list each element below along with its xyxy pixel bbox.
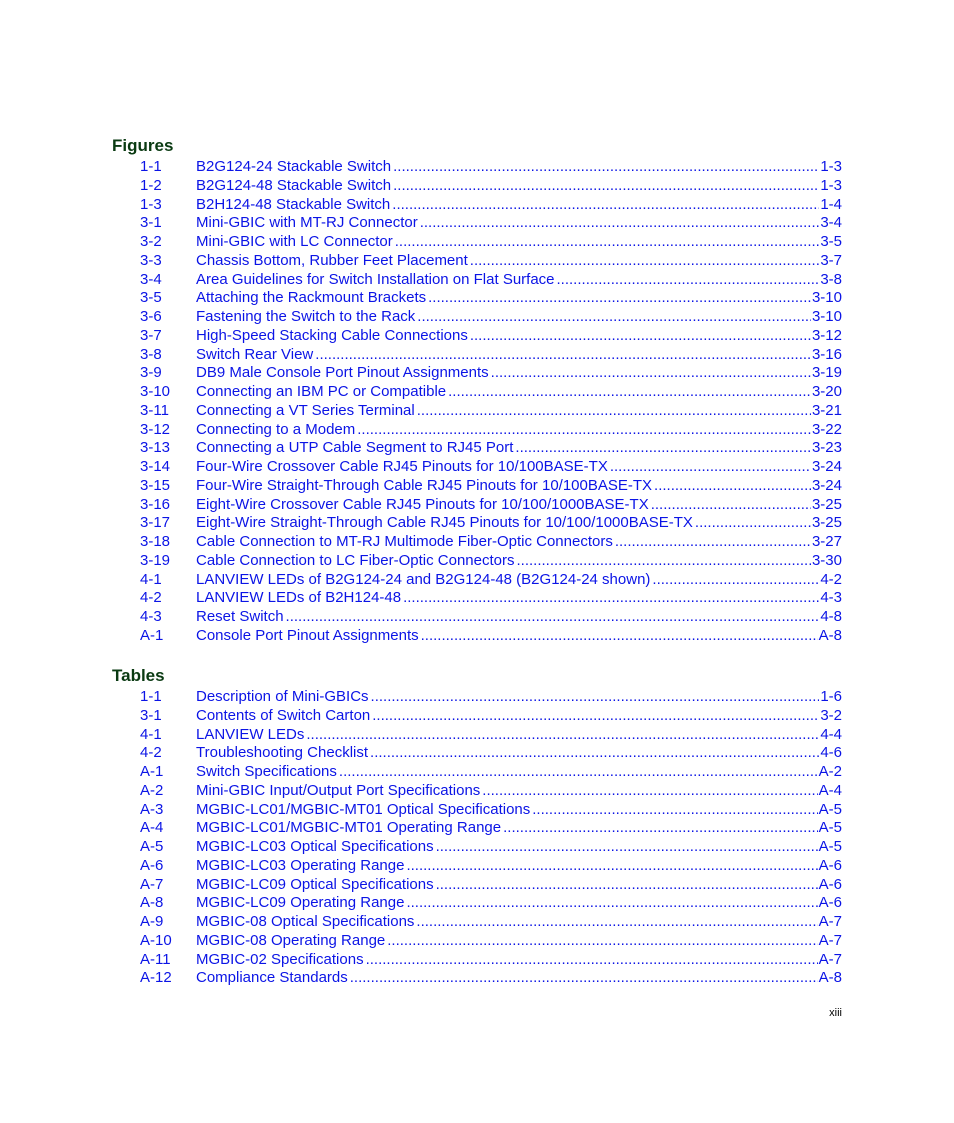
figure-entry[interactable] <box>0 326 954 345</box>
dot-leader <box>372 706 819 725</box>
entry-title: Mini-GBIC with LC Connector <box>196 233 393 250</box>
entry-title: Switch Rear View <box>196 345 314 363</box>
entry-number: A-5 <box>140 838 164 855</box>
entry-leader-line <box>196 326 842 345</box>
entry-leader-line <box>196 495 842 514</box>
entry-page: 1-4 <box>820 195 842 213</box>
entry-page: 4-3 <box>820 589 842 607</box>
entry-page: A-5 <box>818 800 842 818</box>
entry-page: 3-27 <box>811 533 842 550</box>
entry-leader-line <box>196 837 842 856</box>
entry-page: 3-22 <box>811 420 842 438</box>
entry-leader-line <box>196 438 842 457</box>
dot-leader <box>615 532 811 551</box>
table-entry[interactable] <box>0 950 954 969</box>
figure-entry[interactable] <box>0 476 954 495</box>
figure-entry[interactable] <box>0 532 954 551</box>
table-entry[interactable] <box>0 912 954 931</box>
dot-leader <box>339 762 818 781</box>
entry-number: 1-1 <box>140 688 162 705</box>
dot-leader <box>421 626 818 645</box>
entry-number: A-4 <box>140 819 164 837</box>
entry-page: 1-3 <box>820 158 842 175</box>
entry-number: 4-1 <box>140 725 162 743</box>
entry-number: 1-1 <box>140 158 162 175</box>
entry-title: Mini-GBIC with MT-RJ Connector <box>196 214 418 232</box>
figure-entry[interactable] <box>0 626 954 645</box>
dot-leader <box>417 307 811 326</box>
figure-entry[interactable] <box>0 438 954 457</box>
entry-leader-line <box>196 968 842 987</box>
figure-entry[interactable] <box>0 570 954 589</box>
entry-page: A-2 <box>818 763 842 780</box>
entry-title: Description of Mini-GBICs <box>196 688 369 705</box>
entry-page: 3-25 <box>811 514 842 532</box>
entry-page: A-7 <box>818 950 842 968</box>
entry-page: 1-3 <box>820 176 842 194</box>
entry-number: 4-3 <box>140 608 162 625</box>
entry-leader-line <box>196 856 842 875</box>
dot-leader <box>420 213 820 232</box>
figure-entry[interactable] <box>0 382 954 401</box>
dot-leader <box>503 818 818 837</box>
dot-leader <box>392 195 819 214</box>
entry-leader-line <box>196 382 842 401</box>
dot-leader <box>403 588 819 607</box>
figure-entry[interactable] <box>0 363 954 382</box>
figure-entry[interactable] <box>0 251 954 270</box>
entry-page: 3-4 <box>820 214 842 232</box>
entry-leader-line <box>196 251 842 270</box>
entry-title: Connecting an IBM PC or Compatible <box>196 383 447 400</box>
entry-number: A-1 <box>140 626 164 644</box>
entry-page: A-7 <box>818 931 842 949</box>
entry-page: A-6 <box>818 856 842 874</box>
page-number: xiii <box>829 1007 842 1019</box>
entry-title: LANVIEW LEDs of B2G124-24 and B2G124-48 (B2G124-24 shown) <box>196 570 651 588</box>
entry-page: 3-16 <box>811 345 842 363</box>
table-entry[interactable] <box>0 968 954 987</box>
entry-title: B2G124-48 Stackable Switch <box>196 176 392 194</box>
entry-leader-line <box>196 363 842 382</box>
figure-entry[interactable] <box>0 157 954 176</box>
entry-page: A-6 <box>818 894 842 912</box>
dot-leader <box>371 687 820 706</box>
dot-leader <box>406 893 817 912</box>
entry-page: 4-8 <box>820 608 842 625</box>
table-entry[interactable] <box>0 706 954 725</box>
figure-entry[interactable] <box>0 607 954 626</box>
dot-leader <box>315 345 811 364</box>
entry-page: 3-23 <box>811 439 842 457</box>
dot-leader <box>366 950 818 969</box>
entry-page: A-4 <box>818 781 842 799</box>
entry-page: 3-7 <box>820 251 842 269</box>
entry-number: 3-4 <box>140 270 162 288</box>
table-entry[interactable] <box>0 818 954 837</box>
figures-heading: Figures <box>112 136 174 155</box>
entry-page: 3-19 <box>811 364 842 382</box>
dot-leader <box>286 607 820 626</box>
entry-title: B2G124-24 Stackable Switch <box>196 158 392 175</box>
entry-leader-line <box>196 818 842 837</box>
dot-leader <box>428 288 811 307</box>
entry-number: 3-15 <box>140 476 171 494</box>
entry-title: Contents of Switch Carton <box>196 706 371 724</box>
entry-page: 3-10 <box>811 308 842 325</box>
table-entry[interactable] <box>0 687 954 706</box>
entry-leader-line <box>196 551 842 570</box>
entry-title: Connecting a UTP Cable Segment to RJ45 Port <box>196 439 514 457</box>
entry-page: A-5 <box>818 819 842 837</box>
entry-number: 1-2 <box>140 176 162 194</box>
entry-title: MGBIC-08 Operating Range <box>196 931 386 949</box>
entry-title: MGBIC-LC03 Operating Range <box>196 856 405 874</box>
entry-number: 3-17 <box>140 514 171 532</box>
entry-page: 1-6 <box>820 688 842 705</box>
figure-entry[interactable] <box>0 420 954 439</box>
entry-leader-line <box>196 762 842 781</box>
entry-title: Switch Specifications <box>196 763 337 780</box>
entry-page: 3-8 <box>820 270 842 288</box>
entry-number: A-10 <box>140 931 172 949</box>
dot-leader <box>436 837 818 856</box>
entry-title: Fastening the Switch to the Rack <box>196 308 416 325</box>
entry-number: A-3 <box>140 800 164 818</box>
figure-entry[interactable] <box>0 551 954 570</box>
entry-leader-line <box>196 607 842 626</box>
dot-leader <box>416 912 817 931</box>
dot-leader <box>610 457 811 476</box>
entry-title: Reset Switch <box>196 608 284 625</box>
entry-leader-line <box>196 307 842 326</box>
entry-title: LANVIEW LEDs of B2H124-48 <box>196 589 402 607</box>
entry-leader-line <box>196 157 842 176</box>
entry-leader-line <box>196 457 842 476</box>
entry-page: 3-2 <box>820 706 842 724</box>
entry-leader-line <box>196 875 842 894</box>
entry-number: A-8 <box>140 894 164 912</box>
dot-leader <box>557 270 820 289</box>
entry-number: 3-9 <box>140 364 162 382</box>
dot-leader <box>306 725 819 744</box>
entry-leader-line <box>196 781 842 800</box>
entry-leader-line <box>196 570 842 589</box>
entry-leader-line <box>196 232 842 251</box>
entry-page: 3-20 <box>811 383 842 400</box>
entry-title: Compliance Standards <box>196 969 348 987</box>
entry-page: A-5 <box>818 838 842 855</box>
entry-number: A-12 <box>140 969 172 987</box>
figure-entry[interactable] <box>0 457 954 476</box>
entry-number: 3-6 <box>140 308 162 325</box>
dot-leader <box>482 781 817 800</box>
entry-leader-line <box>196 288 842 307</box>
entry-number: 3-13 <box>140 439 171 457</box>
entry-leader-line <box>196 176 842 195</box>
entry-leader-line <box>196 476 842 495</box>
dot-leader <box>417 401 811 420</box>
entry-number: 4-2 <box>140 744 162 762</box>
entry-page: 4-2 <box>820 570 842 588</box>
dot-leader <box>470 326 811 345</box>
entry-number: A-1 <box>140 763 164 780</box>
entry-number: 3-3 <box>140 251 162 269</box>
entry-title: MGBIC-LC03 Optical Specifications <box>196 838 434 855</box>
entry-number: 3-14 <box>140 458 171 475</box>
entry-title: MGBIC-LC09 Optical Specifications <box>196 875 434 893</box>
entry-leader-line <box>196 401 842 420</box>
entry-title: Mini-GBIC Input/Output Port Specifications <box>196 781 481 799</box>
entry-number: A-9 <box>140 913 164 930</box>
entry-page: 3-25 <box>811 495 842 513</box>
entry-leader-line <box>196 345 842 364</box>
entry-title: MGBIC-02 Specifications <box>196 950 364 968</box>
table-entry[interactable] <box>0 856 954 875</box>
entry-title: Cable Connection to LC Fiber-Optic Connectors <box>196 551 515 569</box>
entry-leader-line <box>196 893 842 912</box>
entry-leader-line <box>196 800 842 819</box>
figure-entry[interactable] <box>0 270 954 289</box>
entry-page: 3-5 <box>820 233 842 250</box>
entry-page: A-8 <box>818 626 842 644</box>
entry-title: Console Port Pinout Assignments <box>196 626 419 644</box>
entry-title: MGBIC-LC01/MGBIC-MT01 Optical Specifications <box>196 800 531 818</box>
table-entry[interactable] <box>0 743 954 762</box>
figure-entry[interactable] <box>0 401 954 420</box>
entry-title: Eight-Wire Crossover Cable RJ45 Pinouts for 10/100/1000BASE-TX <box>196 495 649 513</box>
figure-entry[interactable] <box>0 288 954 307</box>
entry-page: 3-21 <box>811 401 842 419</box>
dot-leader <box>448 382 811 401</box>
entry-leader-line <box>196 725 842 744</box>
entry-title: MGBIC-LC01/MGBIC-MT01 Operating Range <box>196 819 502 837</box>
entry-page: A-7 <box>818 913 842 930</box>
entry-page: A-6 <box>818 875 842 893</box>
dot-leader <box>652 570 819 589</box>
entry-number: 3-11 <box>140 401 169 419</box>
entry-title: B2H124-48 Stackable Switch <box>196 195 391 213</box>
entry-leader-line <box>196 950 842 969</box>
entry-page: 3-24 <box>811 458 842 475</box>
dot-leader <box>515 438 811 457</box>
figure-entry[interactable] <box>0 345 954 364</box>
figure-entry[interactable] <box>0 307 954 326</box>
entry-leader-line <box>196 420 842 439</box>
dot-leader <box>406 856 817 875</box>
entry-leader-line <box>196 532 842 551</box>
dot-leader <box>491 363 811 382</box>
figure-entry[interactable] <box>0 513 954 532</box>
dot-leader <box>517 551 811 570</box>
dot-leader <box>695 513 811 532</box>
dot-leader <box>651 495 811 514</box>
entry-leader-line <box>196 912 842 931</box>
entry-leader-line <box>196 626 842 645</box>
entry-leader-line <box>196 687 842 706</box>
entry-title: DB9 Male Console Port Pinout Assignments <box>196 364 489 382</box>
entry-leader-line <box>196 588 842 607</box>
entry-number: A-6 <box>140 856 164 874</box>
entry-leader-line <box>196 743 842 762</box>
entry-title: Troubleshooting Checklist <box>196 744 369 762</box>
entry-leader-line <box>196 270 842 289</box>
figure-entry[interactable] <box>0 176 954 195</box>
entry-title: High-Speed Stacking Cable Connections <box>196 326 468 344</box>
table-entry[interactable] <box>0 762 954 781</box>
entry-number: 3-7 <box>140 326 162 344</box>
dot-leader <box>393 176 819 195</box>
figure-entry[interactable] <box>0 495 954 514</box>
dot-leader <box>436 875 818 894</box>
entry-number: 3-16 <box>140 495 171 513</box>
dot-leader <box>395 232 820 251</box>
entry-title: Attaching the Rackmount Brackets <box>196 289 427 307</box>
table-entry[interactable] <box>0 837 954 856</box>
entry-title: Four-Wire Crossover Cable RJ45 Pinouts for 10/100BASE-TX <box>196 458 608 475</box>
entry-title: Area Guidelines for Switch Installation on Flat Surface <box>196 270 555 288</box>
entry-title: MGBIC-08 Optical Specifications <box>196 913 415 930</box>
entry-number: A-7 <box>140 875 164 893</box>
entry-page: 4-4 <box>820 725 842 743</box>
entry-number: 4-1 <box>140 570 162 588</box>
dot-leader <box>370 743 819 762</box>
entry-title: MGBIC-LC09 Operating Range <box>196 894 405 912</box>
entry-number: 3-18 <box>140 533 171 550</box>
table-entry[interactable] <box>0 875 954 894</box>
entry-title: Eight-Wire Straight-Through Cable RJ45 Pinouts for 10/100/1000BASE-TX <box>196 514 693 532</box>
entry-title: Connecting to a Modem <box>196 420 356 438</box>
dot-leader <box>350 968 818 987</box>
entry-page: 3-30 <box>811 551 842 569</box>
entry-page: A-8 <box>818 969 842 987</box>
figure-entry[interactable] <box>0 213 954 232</box>
entry-number: 3-1 <box>140 214 162 232</box>
dot-leader <box>357 420 811 439</box>
entry-title: Connecting a VT Series Terminal <box>196 401 415 419</box>
entry-title: Chassis Bottom, Rubber Feet Placement <box>196 251 468 269</box>
table-entry[interactable] <box>0 725 954 744</box>
table-entry[interactable] <box>0 781 954 800</box>
entry-leader-line <box>196 213 842 232</box>
entry-number: 4-2 <box>140 589 162 607</box>
dot-leader <box>654 476 811 495</box>
tables-heading: Tables <box>112 666 165 685</box>
entry-number: A-11 <box>140 950 171 968</box>
figure-entry[interactable] <box>0 588 954 607</box>
table-entry[interactable] <box>0 931 954 950</box>
table-entry[interactable] <box>0 893 954 912</box>
entry-number: 3-12 <box>140 420 171 438</box>
entry-number: 3-2 <box>140 233 162 250</box>
dot-leader <box>532 800 817 819</box>
dot-leader <box>393 157 819 176</box>
entry-leader-line <box>196 513 842 532</box>
entry-number: 3-8 <box>140 345 162 363</box>
dot-leader <box>470 251 820 270</box>
entry-page: 4-6 <box>820 744 842 762</box>
figure-entry[interactable] <box>0 232 954 251</box>
entry-title: LANVIEW LEDs <box>196 725 305 743</box>
entry-title: Cable Connection to MT-RJ Multimode Fiber-Optic Connectors <box>196 533 613 550</box>
entry-page: 3-10 <box>811 289 842 307</box>
entry-number: 3-10 <box>140 383 171 400</box>
table-entry[interactable] <box>0 800 954 819</box>
entry-number: 3-19 <box>140 551 171 569</box>
entry-number: 3-5 <box>140 289 162 307</box>
entry-title: Four-Wire Straight-Through Cable RJ45 Pinouts for 10/100BASE-TX <box>196 476 653 494</box>
entry-page: 3-24 <box>811 476 842 494</box>
dot-leader <box>387 931 817 950</box>
entry-number: A-2 <box>140 781 164 799</box>
entry-leader-line <box>196 931 842 950</box>
entry-leader-line <box>196 706 842 725</box>
figure-entry[interactable] <box>0 195 954 214</box>
entry-number: 3-1 <box>140 706 162 724</box>
entry-page: 3-12 <box>811 326 842 344</box>
entry-leader-line <box>196 195 842 214</box>
entry-number: 1-3 <box>140 195 162 213</box>
